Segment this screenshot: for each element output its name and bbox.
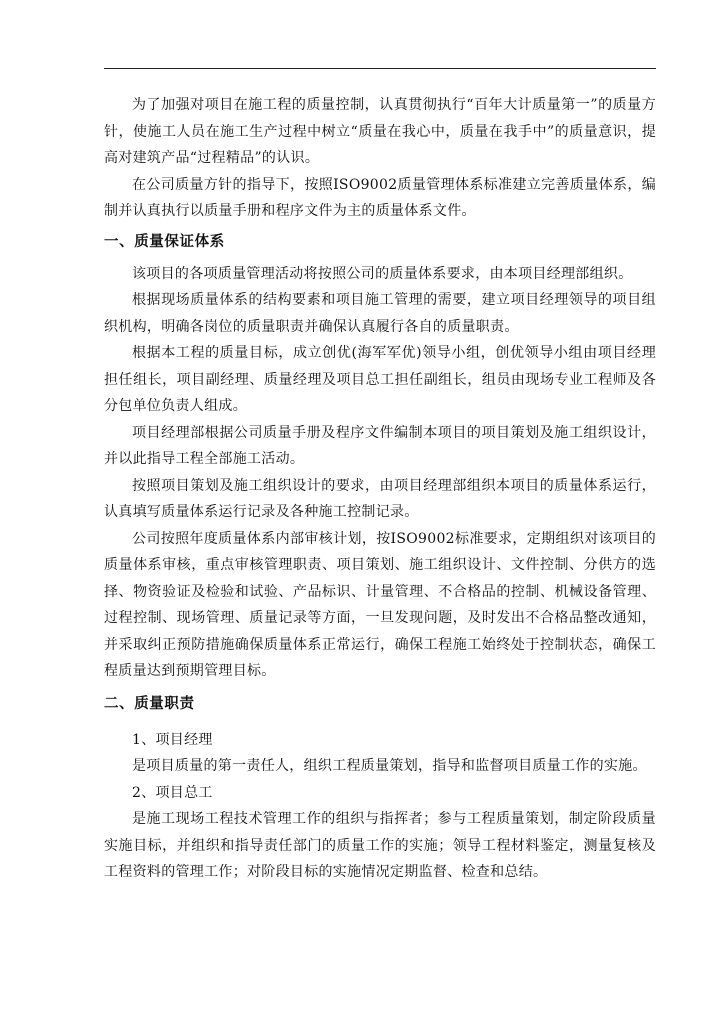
section-heading: 二、质量职责 [104, 695, 195, 712]
body-paragraph: 是项目质量的第一责任人，组织工程质量策划，指导和监督项目质量工作的实施。 [132, 758, 647, 774]
section-heading: 一、质量保证体系 [104, 233, 225, 250]
body-paragraph: 是施工现场工程技术管理工作的组织与指挥者；参与工程质量策划，制定阶段质量实施目标，并组织和指导责任部门的质量工作的实施；领导工程材料鉴定，测量复核及工程资料的管理工作；对阶段目标的实施情况定期监督、检查和总结。 [104, 811, 656, 880]
intro-paragraph: 为了加强对项目在施工程的质量控制，认真贯彻执行“百年大计质量第一”的质量方针，使施工人员在施工生产过程中树立“质量在我心中，质量在我手中”的质量意识，提高对建筑产品“过程精品”的认识。 [104, 97, 656, 166]
body-paragraph: 按照项目策划及施工组织设计的要求，由项目经理部组织本项目的质量体系运行，认真填写质量体系运行记录及各种施工控制记录。 [104, 477, 656, 520]
body-paragraph: 公司按照年度质量体系内部审核计划，按ISO9002标准要求，定期组织对该项目的质量体系审核，重点审核管理职责、项目策划、施工组织设计、文件控制、分供方的选择、物资验证及检验和试验、产品标识、计量管理、不合格品的控制、机械设备管理、过程控制、现场管理、质量记录等方面，一旦发现问题，及时发出不合格品整改通知，并采取纠正预防措施确保质量体系正常运行，确保工程施工始终处于控制状态，确保工程质量达到预期管理目标。 [104, 530, 656, 679]
document-body [104, 92, 656, 886]
body-paragraph: 根据现场质量体系的结构要素和项目施工管理的需要，建立项目经理领导的项目组织机构，明确各岗位的质量职责并确保认真履行各自的质量职责。 [104, 292, 656, 335]
header-rule [104, 68, 656, 69]
body-paragraph: 该项目的各项质量管理活动将按照公司的质量体系要求，由本项目经理部组织。 [132, 265, 633, 282]
subsection-label: 2、项目总工 [132, 784, 213, 801]
subsection-label: 1、项目经理 [132, 731, 213, 748]
body-paragraph: 根据本工程的质量目标，成立创优(海军军优)领导小组，创优领导小组由项目经理担任组长，项目副经理、质量经理及项目总工担任副组长，组员由现场专业工程师及各分包单位负责人组成。 [104, 345, 656, 414]
body-paragraph: 项目经理部根据公司质量手册及程序文件编制本项目的项目策划及施工组织设计，并以此指导工程全部施工活动。 [104, 424, 656, 467]
intro-paragraph: 在公司质量方针的指导下，按照ISO9002质量管理体系标准建立完善质量体系，编制并认真执行以质量手册和程序文件为主的质量体系文件。 [104, 176, 656, 219]
